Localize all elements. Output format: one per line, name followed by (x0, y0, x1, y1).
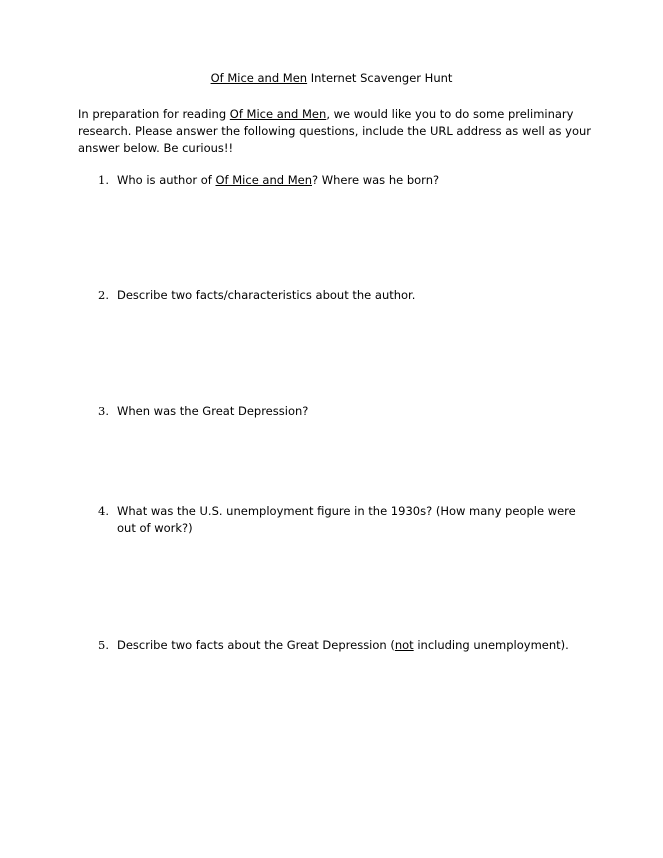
question-number: 1. (98, 173, 109, 187)
question-number: 3. (98, 404, 109, 418)
question-text: Describe two facts/characteristics about the author. (117, 288, 416, 302)
question-text-start: Who is author of (117, 173, 216, 187)
question-4 (98, 503, 593, 537)
question-number: 2. (98, 288, 109, 302)
question-number: 4. (98, 504, 109, 518)
question-emphasis-not: not (394, 638, 414, 652)
intro-book-name: Of Mice and Men (229, 107, 327, 121)
question-book-name: Of Mice and Men (215, 173, 313, 187)
question-text: When was the Great Depression? (117, 404, 309, 418)
question-2 (98, 287, 593, 304)
title-rest: Internet Scavenger Hunt (307, 71, 453, 85)
question-text-start: Describe two facts about the Great Depression ( (117, 638, 395, 652)
intro-text-end: , we would like you to do some preliminary research. Please answer the following questions, include the URL address as well as your answer below. Be curious!! (78, 107, 592, 155)
question-text-end: including unemployment). (413, 638, 569, 652)
question-text: What was the U.S. unemployment figure in the 1930s? (How many people were out of work?) (117, 504, 576, 535)
question-1 (98, 172, 593, 189)
title-book-name: Of Mice and Men (210, 71, 308, 85)
intro-text-start: In preparation for reading (78, 107, 230, 121)
question-text (117, 637, 593, 654)
page-title (0, 70, 663, 86)
question-3 (98, 403, 593, 420)
intro-paragraph (78, 106, 598, 157)
question-5 (98, 637, 593, 654)
question-number: 5. (98, 638, 109, 652)
question-text-end: ? Where was he born? (312, 173, 440, 187)
question-text (117, 172, 593, 189)
